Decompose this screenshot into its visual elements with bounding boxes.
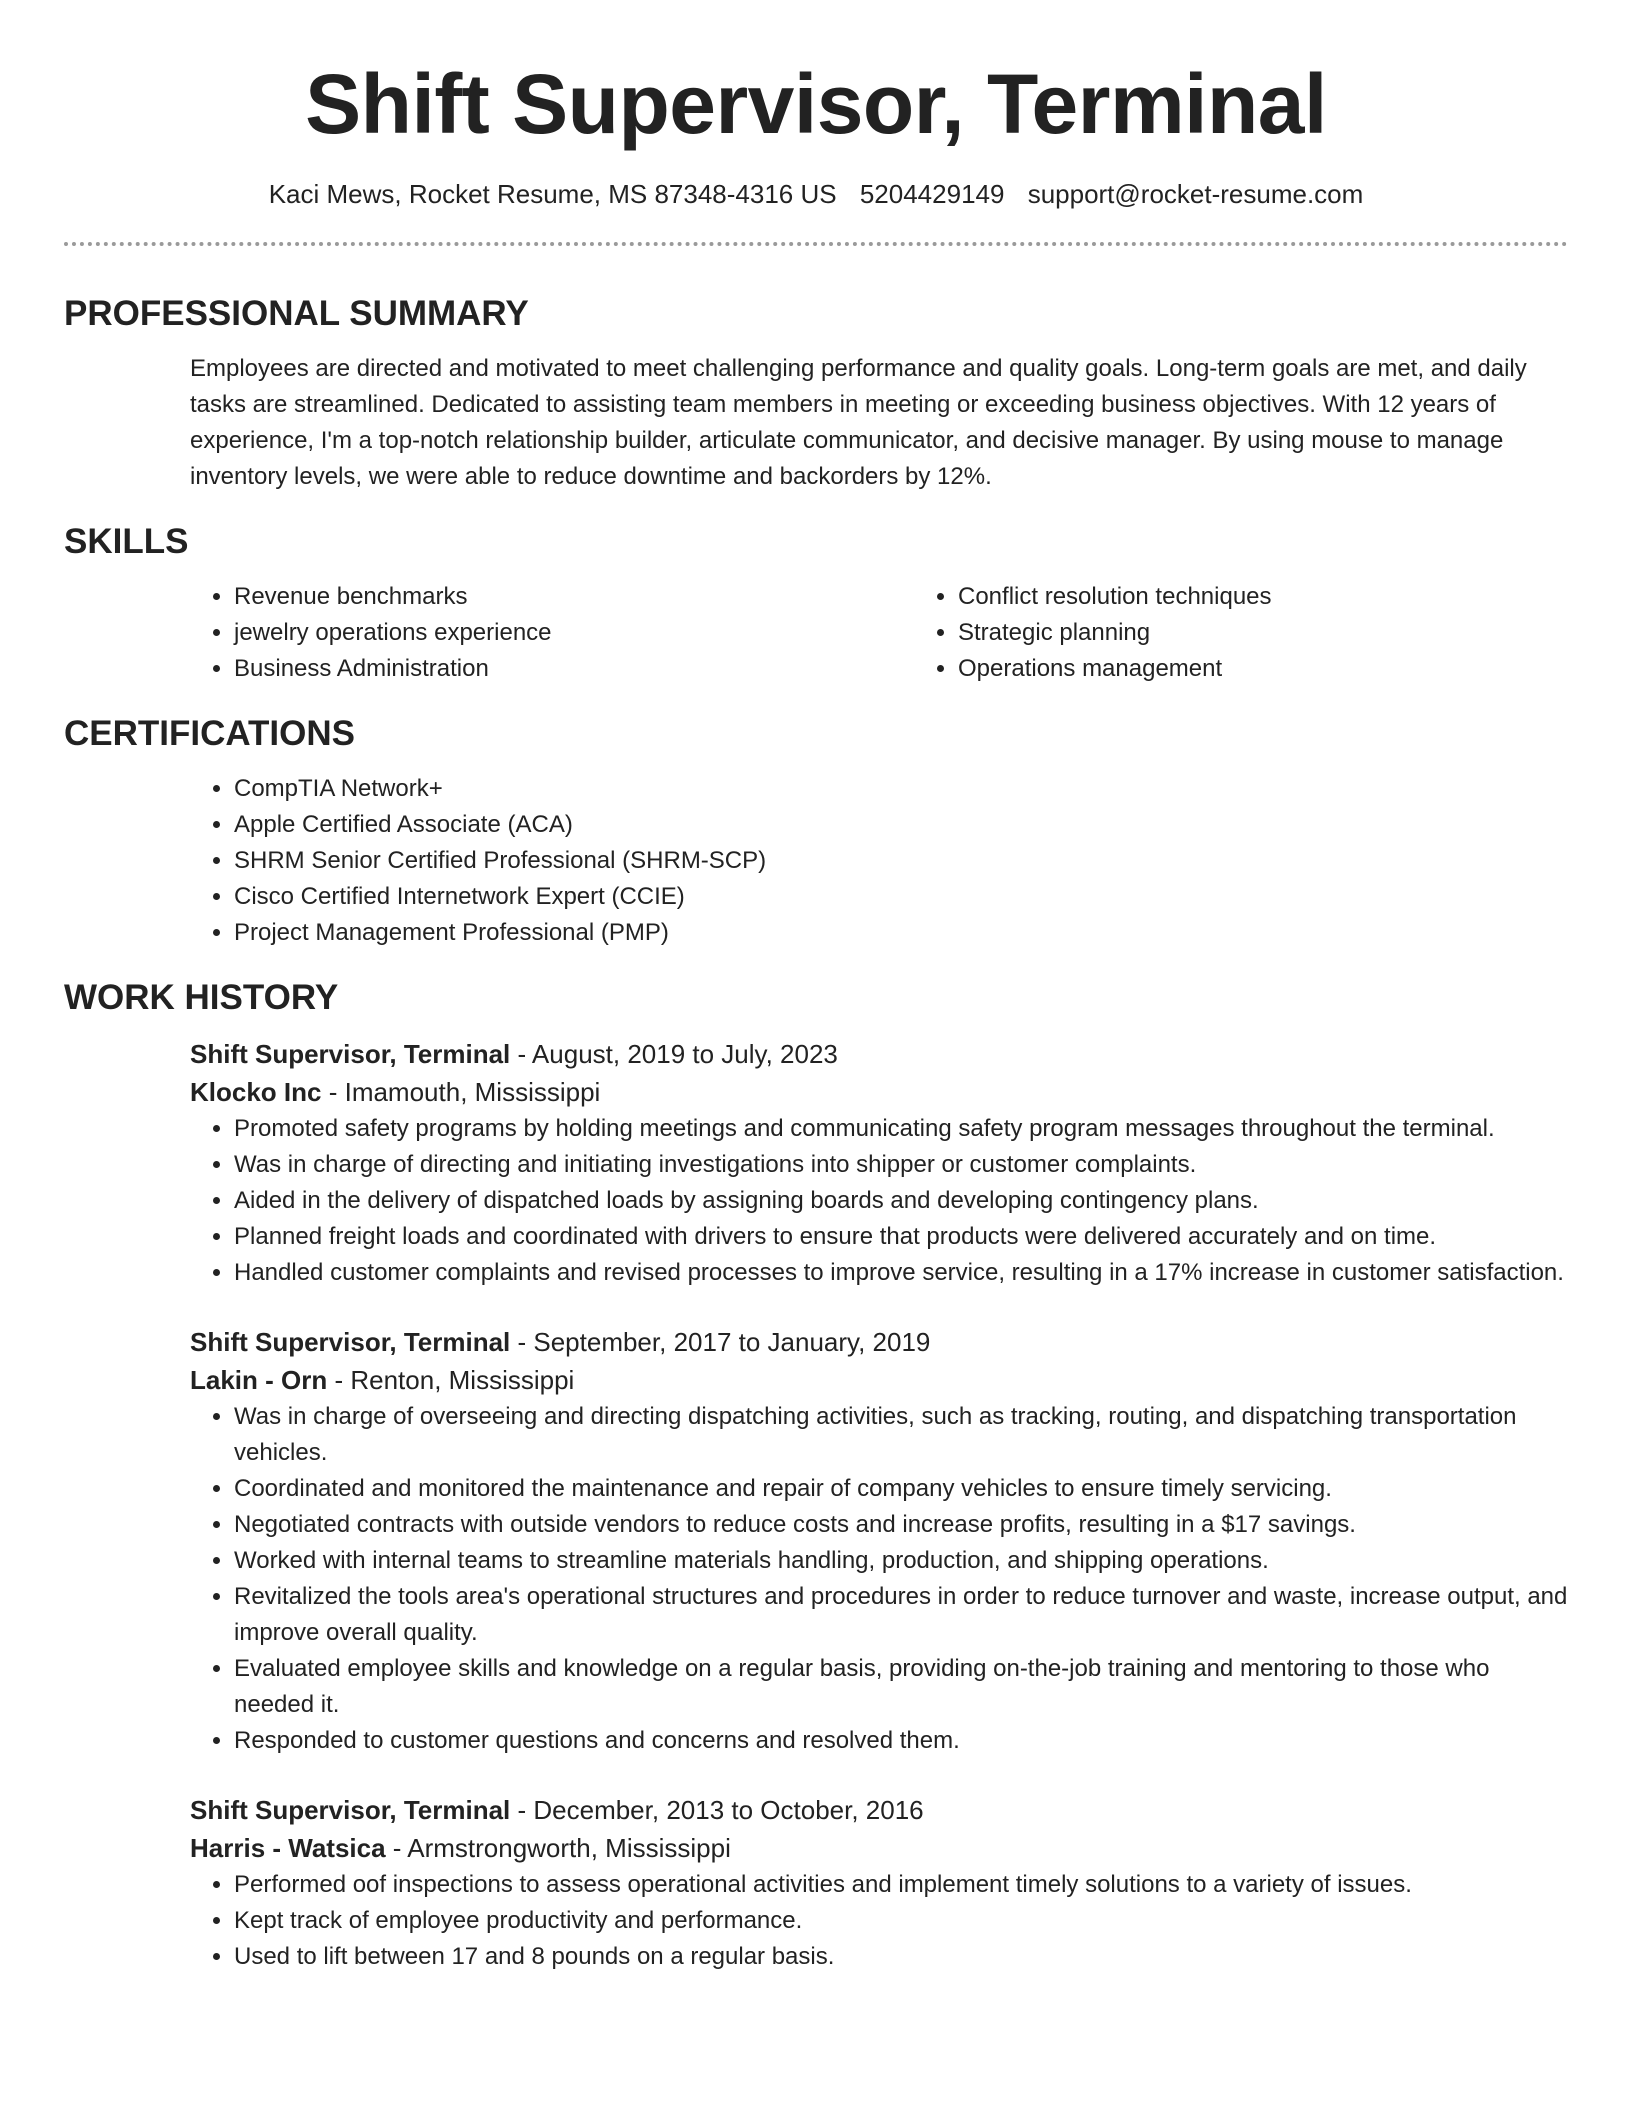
job-bullets: [190, 1111, 1568, 1291]
job-role: Shift Supervisor, Terminal: [190, 1039, 511, 1069]
certifications-list: [190, 771, 1568, 951]
job-bullet: • Evaluated employee skills and knowledge on a regular basis, providing on-the-job training and mentoring to those who needed it.: [234, 1651, 1568, 1723]
job-entry: [190, 1791, 1568, 1975]
skills-list-left: [190, 579, 914, 687]
summary-section: [64, 293, 1568, 495]
job-company-line: [190, 1073, 1568, 1111]
contact-email: support@rocket-resume.com: [1027, 179, 1364, 209]
summary-text: Employees are directed and motivated to meet challenging performance and quality goals. Long-term goals are met, and daily tasks are streamlined. Dedicated to assisting team members in meeting or exceeding business objectives. With 12 years of experience, I'm a top-notch relationship builder, articulate communicator, and decisive manager. By using mouse to manage inventory levels, we were able to reduce downtime and backorders by 12%.: [190, 355, 1527, 490]
contact-phone: 5204429149: [859, 179, 1005, 209]
job-bullet: • Was in charge of directing and initiating investigations into shipper or customer complaints.: [234, 1147, 1568, 1183]
skill-item: • Operations management: [958, 651, 1632, 687]
section-title-work-history: WORK HISTORY: [64, 978, 339, 1017]
job-location: - Renton, Mississippi: [327, 1365, 575, 1395]
job-entry: [190, 1323, 1568, 1759]
job-bullet: • Aided in the delivery of dispatched loads by assigning boards and developing contingency plans.: [234, 1183, 1568, 1219]
skill-item: • jewelry operations experience: [234, 615, 914, 651]
resume-name: Shift Supervisor, Terminal: [305, 57, 1327, 151]
job-company: Harris - Watsica: [190, 1833, 386, 1863]
job-bullet: • Was in charge of overseeing and directing dispatching activities, such as tracking, routing, and dispatching transportation vehicles.: [234, 1399, 1568, 1471]
job-role: Shift Supervisor, Terminal: [190, 1327, 511, 1357]
job-bullet: • Handled customer complaints and revised processes to improve service, resulting in a 17% increase in customer satisfaction.: [234, 1255, 1568, 1291]
skills-section: [64, 521, 1568, 687]
job-bullet: • Worked with internal teams to streamline materials handling, production, and shipping operations.: [234, 1543, 1568, 1579]
certification-item: • CompTIA Network+: [234, 771, 1568, 807]
job-entry: [190, 1035, 1568, 1291]
job-bullets: [190, 1867, 1568, 1975]
job-bullet: • Promoted safety programs by holding meetings and communicating safety program messages throughout the terminal.: [234, 1111, 1568, 1147]
work-history-section: [64, 977, 1568, 1975]
certifications-section: [64, 713, 1568, 951]
skill-item: • Conflict resolution techniques: [958, 579, 1632, 615]
job-bullet: • Responded to customer questions and concerns and resolved them.: [234, 1723, 1568, 1759]
section-title-skills: SKILLS: [64, 522, 189, 561]
contact-line: [64, 178, 1568, 210]
section-title-summary: PROFESSIONAL SUMMARY: [64, 294, 529, 333]
job-bullet: • Planned freight loads and coordinated with drivers to ensure that products were delivered accurately and on time.: [234, 1219, 1568, 1255]
header-divider: [64, 242, 1568, 246]
section-title-certifications: CERTIFICATIONS: [64, 714, 356, 753]
job-bullet: • Coordinated and monitored the maintenance and repair of company vehicles to ensure timely servicing.: [234, 1471, 1568, 1507]
job-bullet: • Used to lift between 17 and 8 pounds on a regular basis.: [234, 1939, 1568, 1975]
certification-item: • SHRM Senior Certified Professional (SHRM-SCP): [234, 843, 1568, 879]
contact-address: Kaci Mews, Rocket Resume, MS 87348-4316 US: [268, 179, 837, 209]
job-bullets: [190, 1399, 1568, 1759]
job-title-line: [190, 1035, 1568, 1073]
certification-item: • Apple Certified Associate (ACA): [234, 807, 1568, 843]
job-role: Shift Supervisor, Terminal: [190, 1795, 511, 1825]
job-bullet: • Kept track of employee productivity and performance.: [234, 1903, 1568, 1939]
job-location: - Imamouth, Mississippi: [321, 1077, 601, 1107]
job-dates: - December, 2013 to October, 2016: [510, 1795, 924, 1825]
job-dates: - August, 2019 to July, 2023: [510, 1039, 838, 1069]
job-company-line: [190, 1829, 1568, 1867]
job-bullet: • Negotiated contracts with outside vendors to reduce costs and increase profits, resulting in a $17 savings.: [234, 1507, 1568, 1543]
job-bullet: • Revitalized the tools area's operational structures and procedures in order to reduce turnover and waste, increase output, and improve overall quality.: [234, 1579, 1568, 1651]
job-company: Lakin - Orn: [190, 1365, 328, 1395]
job-title-line: [190, 1791, 1568, 1829]
job-company: Klocko Inc: [190, 1077, 322, 1107]
certification-item: • Project Management Professional (PMP): [234, 915, 1568, 951]
skill-item: • Strategic planning: [958, 615, 1632, 651]
job-bullet: • Performed oof inspections to assess operational activities and implement timely solutions to a variety of issues.: [234, 1867, 1568, 1903]
certification-item: • Cisco Certified Internetwork Expert (CCIE): [234, 879, 1568, 915]
skill-item: • Business Administration: [234, 651, 914, 687]
skills-list-right: [914, 579, 1632, 687]
job-location: - Armstrongworth, Mississippi: [385, 1833, 731, 1863]
job-company-line: [190, 1361, 1568, 1399]
job-title-line: [190, 1323, 1568, 1361]
job-dates: - September, 2017 to January, 2019: [510, 1327, 931, 1357]
skill-item: • Revenue benchmarks: [234, 579, 914, 615]
